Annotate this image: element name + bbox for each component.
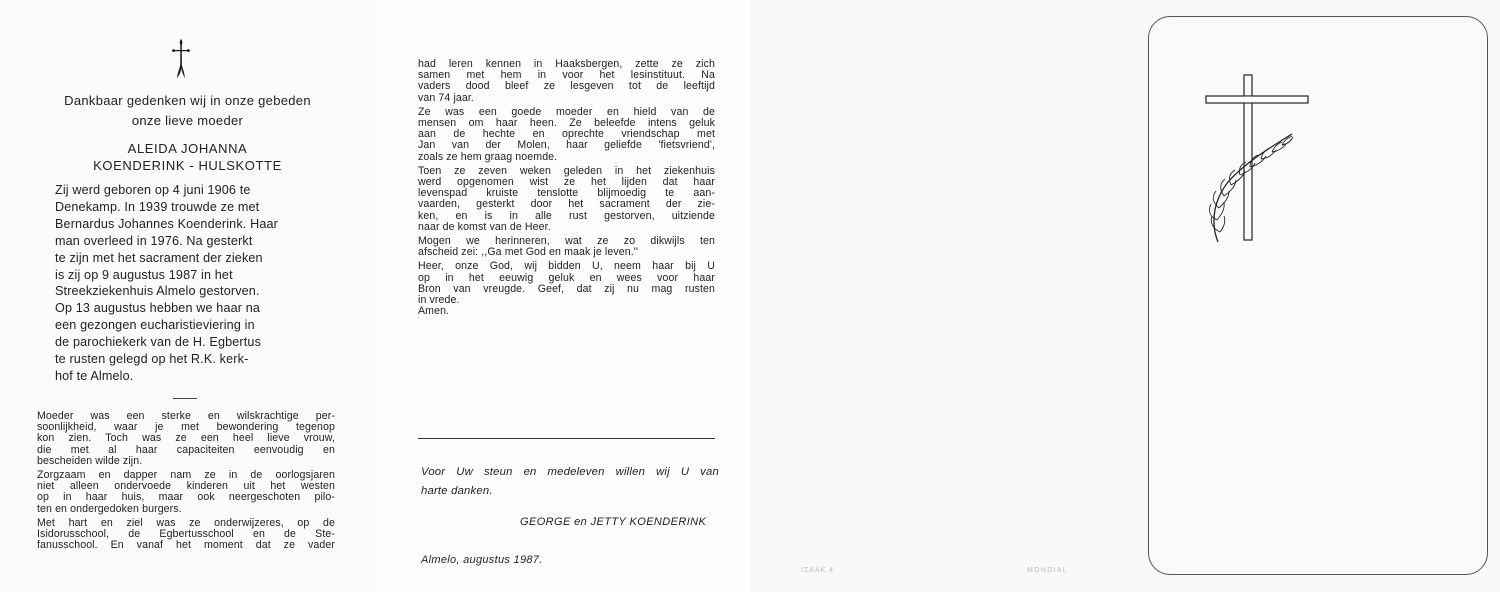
paragraph	[418, 59, 715, 104]
text-line: Met hart en ziel was ze onderwijzeres, op de	[37, 516, 335, 529]
place-and-date: Almelo, augustus 1987.	[421, 554, 543, 566]
deceased-name	[0, 140, 375, 174]
family-signature: GEORGE en JETTY KOENDERINK	[520, 516, 707, 528]
text-line: werd opgenomen wist ze het lijden dat haar	[418, 176, 715, 189]
text-line: die met al haar capaciteiten eenvoudig en	[37, 443, 335, 456]
card-front-frame	[1148, 16, 1488, 575]
text-line: levenspad kruiste tenslotte blijmoedig te aan-	[418, 187, 715, 200]
text-line: kon zien. Toch was ze een heel lieve vrouw,	[37, 432, 335, 445]
name-line: ALEIDA JOHANNA	[127, 141, 248, 156]
text-line: mensen om haar heen. Ze beleefde intens geluk	[418, 117, 715, 130]
small-cross-icon	[171, 38, 191, 80]
name-line: KOENDERINK - HULSKOTTE	[93, 158, 282, 173]
text-line: ten en ondergedoken burgers.	[37, 502, 182, 515]
text-line: Jan van der Molen, haar geliefde 'fietsvriend',	[418, 139, 715, 152]
text-line: naar de komst van de Heer.	[418, 220, 551, 233]
leaflet-page-3	[750, 0, 1125, 592]
paragraph	[418, 236, 715, 258]
text-line: Moeder was een sterke en wilskrachtige per-	[37, 410, 335, 422]
bio-line: te zijn met het sacrament der zieken	[55, 250, 263, 265]
text-line: niet alleen ondervoede kinderen uit het westen	[37, 480, 335, 493]
thanks-line: harte danken.	[421, 485, 493, 497]
printer-mark: IZAAK 4	[801, 567, 835, 574]
intro-line: onze lieve moeder	[131, 113, 244, 128]
text-line: vaarden, gesterkt door het sacrament der zie-	[418, 198, 715, 211]
paragraph	[418, 107, 715, 163]
text-line: Ze was een goede moeder en hield van de	[418, 105, 715, 118]
text-line: Heer, onze God, wij bidden U, neem haar bij U	[418, 260, 715, 273]
cross-with-palm-icon	[1200, 72, 1315, 250]
paragraph	[37, 411, 335, 467]
text-line: Toen ze zeven weken geleden in het ziekenhuis	[418, 164, 715, 177]
bio-line: Op 13 augustus hebben we haar na	[55, 301, 261, 316]
bio-line: een gezongen eucharistieviering in	[55, 318, 255, 333]
text-line: in vrede.	[418, 294, 460, 307]
paragraph	[37, 470, 335, 515]
text-line: op in het eeuwig geluk en wees voor haar	[418, 271, 715, 284]
bio-line: Streekziekenhuis Almelo gestorven.	[55, 284, 260, 299]
memorial-text-column-2	[418, 59, 715, 320]
signature-divider	[418, 438, 715, 439]
text-line: fanusschool. En vanaf het moment dat ze vader	[37, 539, 335, 552]
text-line: aan de hechte en oprechte vriendschap met	[418, 128, 715, 141]
bio-line: te rusten gelegd op het R.K. kerk-	[55, 352, 249, 367]
bio-line: Denekamp. In 1939 trouwde ze met	[55, 199, 260, 214]
text-line: Isidorusschool, de Egbertusschool en de Ste-	[37, 528, 335, 541]
thanks-note	[421, 463, 719, 501]
text-line: zoals ze hem graag noemde.	[418, 150, 558, 163]
text-line: bescheiden wilde zijn.	[37, 454, 143, 467]
thanks-line: Voor Uw steun en medeleven willen wij U van	[421, 466, 719, 478]
paragraph	[37, 518, 335, 552]
bio-line: Bernardus Johannes Koenderink. Haar	[55, 216, 278, 231]
memorial-text-column-1	[37, 411, 335, 554]
bio-line: Zij werd geboren op 4 juni 1906 te	[55, 183, 251, 197]
text-line: Mogen we herinneren, wat ze zo dikwijls ten	[418, 235, 715, 248]
paragraph	[418, 166, 715, 233]
bio-line: hof te Almelo.	[55, 368, 134, 383]
bio-line: is zij op 9 augustus 1987 in het	[55, 267, 233, 282]
short-divider	[173, 398, 197, 399]
paragraph	[418, 261, 715, 317]
text-line: vaders dood bleef ze lesgeven tot de leeftijd	[418, 80, 715, 93]
text-line: Amen.	[418, 305, 450, 318]
text-line: Bron van vreugde. Geef, dat zij nu mag rusten	[418, 282, 715, 295]
text-line: had leren kennen in Haaksbergen, zette ze zich	[418, 58, 715, 70]
bio-line: de parochiekerk van de H. Egbertus	[55, 335, 262, 350]
biography	[55, 182, 313, 385]
text-line: soonlijkheid, waar je met bewondering tegenop	[37, 421, 335, 434]
text-line: ken, en is in alle rust gestorven, uitziende	[418, 209, 715, 222]
printer-mark: MONDIAL	[1027, 567, 1068, 574]
text-line: afscheid zei: ,,Ga met God en maak je leven.''	[418, 246, 639, 259]
text-line: op in haar huis, maar ook neergeschoten pilo-	[37, 491, 335, 504]
bio-line: man overleed in 1976. Na gesterkt	[55, 233, 253, 248]
intro-text	[0, 91, 375, 131]
text-line: Zorgzaam en dapper nam ze in de oorlogsjaren	[37, 469, 335, 482]
text-line: van 74 jaar.	[418, 91, 474, 104]
intro-line: Dankbaar gedenken wij in onze gebeden	[64, 93, 311, 108]
text-line: samen met hem in voor het lesinstituut. Na	[418, 69, 715, 82]
